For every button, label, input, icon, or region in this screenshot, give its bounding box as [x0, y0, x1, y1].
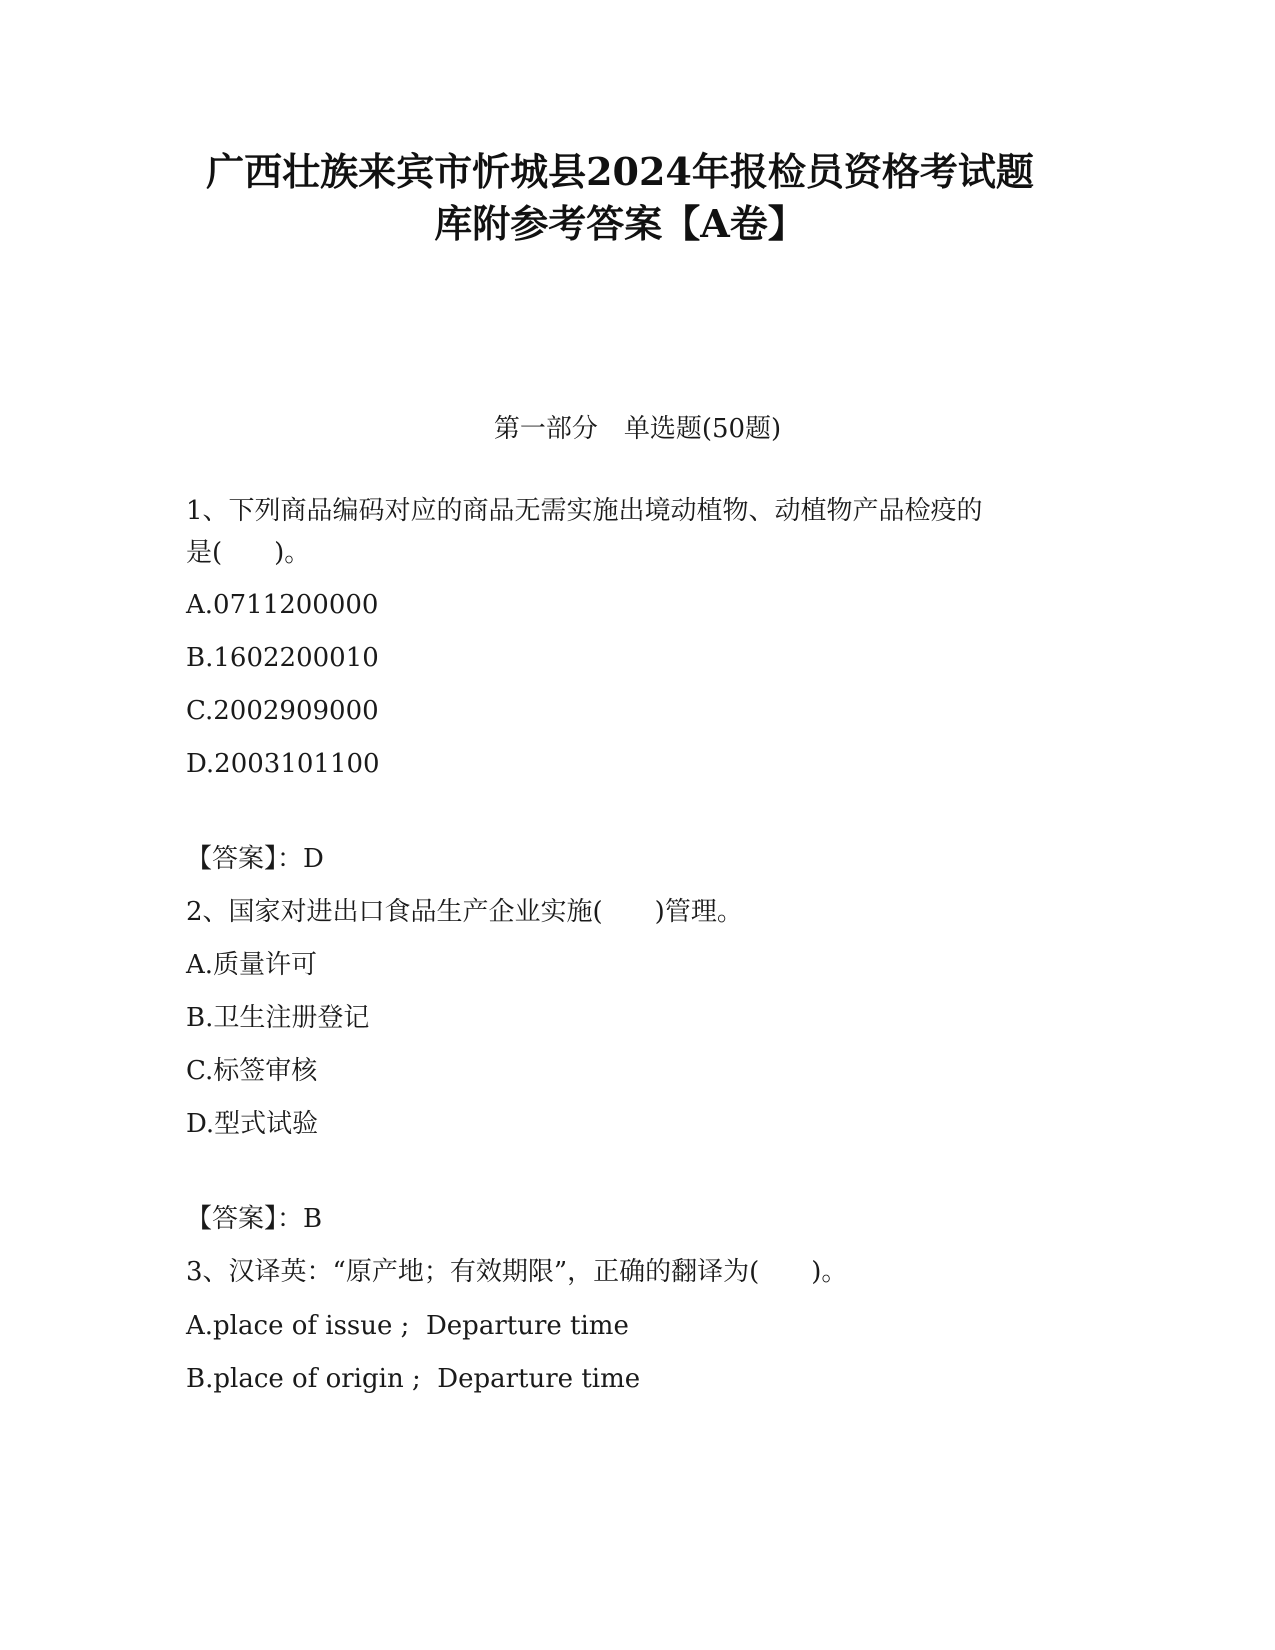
question-stem-line: 1、下列商品编码对应的商品无需实施出境动植物、动植物产品检疫的	[186, 496, 983, 526]
question-1-answer: 【答案】：D	[186, 844, 324, 874]
question-3-option-a: A.place of issue ; Departure time	[186, 1311, 629, 1341]
question-2-stem: 2、国家对进出口食品生产企业实施( )管理。	[186, 897, 743, 927]
document-title	[180, 146, 1060, 250]
question-2-option-d: D.型式试验	[186, 1109, 319, 1139]
question-2-answer: 【答案】：B	[186, 1204, 323, 1234]
question-stem-line: 是( )。	[186, 538, 311, 568]
section-heading: 第一部分 单选题(50题)	[493, 414, 782, 444]
question-3-stem: 3、汉译英：“原产地；有效期限”，正确的翻译为( )。	[186, 1257, 848, 1287]
title-line-1: 广西壮族来宾市忻城县2024年报检员资格考试题	[206, 149, 1034, 194]
question-2-option-c: C.标签审核	[186, 1056, 318, 1086]
question-3-option-b: B.place of origin ; Departure time	[186, 1364, 641, 1394]
question-1-option-b: B.1602200010	[186, 643, 379, 673]
question-1-option-d: D.2003101100	[186, 749, 380, 779]
question-1-option-c: C.2002909000	[186, 696, 379, 726]
question-1-stem	[186, 490, 1086, 574]
title-line-2: 库附参考答案【A卷】	[434, 201, 806, 246]
question-2-option-a: A.质量许可	[186, 950, 318, 980]
question-2-option-b: B.卫生注册登记	[186, 1003, 370, 1033]
question-1-option-a: A.0711200000	[186, 590, 379, 620]
